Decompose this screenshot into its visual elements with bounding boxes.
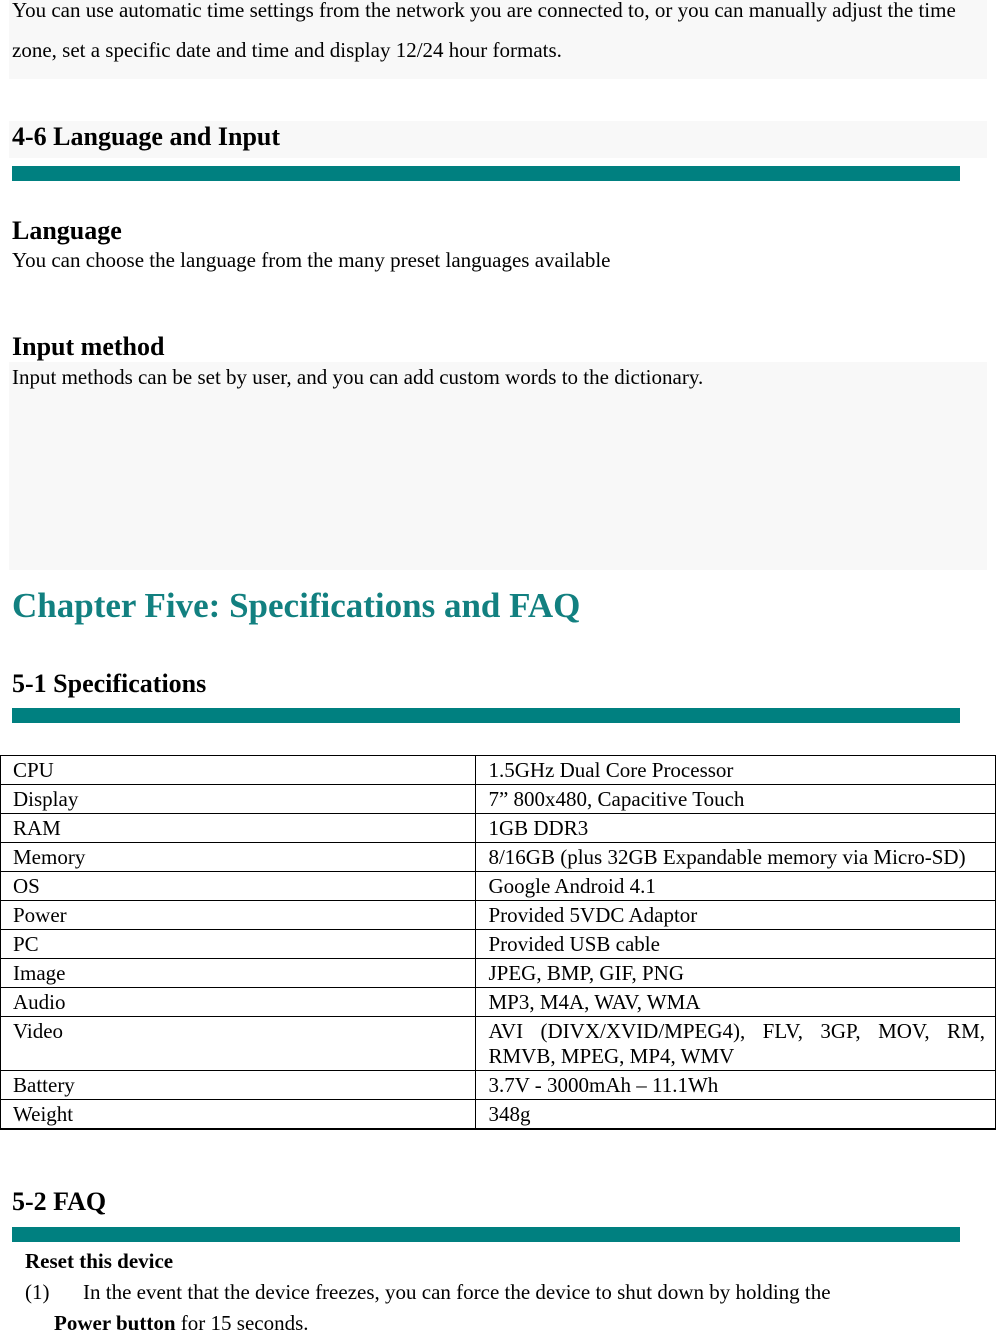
input-method-block <box>9 362 987 570</box>
spec-row <box>1 901 996 930</box>
specifications-table <box>0 755 996 1130</box>
time-paragraph-block <box>9 0 987 79</box>
spec-value: Provided 5VDC Adaptor <box>476 901 996 930</box>
faq-heading: 5-2 FAQ <box>12 1187 107 1216</box>
spec-row <box>1 1100 996 1130</box>
reset-title: Reset this device <box>25 1249 174 1273</box>
spec-label: Display <box>1 785 476 814</box>
spec-label: RAM <box>1 814 476 843</box>
spec-row <box>1 1017 996 1071</box>
spec-label: Power <box>1 901 476 930</box>
spec-value: 1.5GHz Dual Core Processor <box>476 756 996 785</box>
spec-label: PC <box>1 930 476 959</box>
language-title: Language <box>12 216 122 245</box>
spec-label: CPU <box>1 756 476 785</box>
input-method-paragraph: Input methods can be set by user, and you can add custom words to the dictionary. <box>12 365 704 389</box>
specifications-heading: 5-1 Specifications <box>12 669 207 698</box>
input-method-title: Input method <box>12 332 165 361</box>
spec-value: AVI (DIVX/XVID/MPEG4), FLV, 3GP, MOV, RM, RMVB, MPEG, MP4, WMV <box>476 1017 996 1071</box>
spec-value: 7” 800x480, Capacitive Touch <box>476 785 996 814</box>
spec-label: Weight <box>1 1100 476 1130</box>
spec-value: 348g <box>476 1100 996 1130</box>
spec-value: 8/16GB (plus 32GB Expandable memory via Micro-SD) <box>476 843 996 872</box>
spec-label: Image <box>1 959 476 988</box>
spec-label: OS <box>1 872 476 901</box>
spec-row <box>1 988 996 1017</box>
spec-row <box>1 872 996 901</box>
spec-label: Video <box>1 1017 476 1071</box>
spec-row <box>1 785 996 814</box>
spec-row <box>1 756 996 785</box>
section-divider-bar <box>12 1227 960 1242</box>
section-divider-bar <box>12 708 960 723</box>
chapter-title: Chapter Five: Specifications and FAQ <box>12 586 581 625</box>
spec-value: 1GB DDR3 <box>476 814 996 843</box>
spec-value: 3.7V - 3000mAh – 11.1Wh <box>476 1071 996 1100</box>
faq-item-continuation <box>54 1309 309 1337</box>
spec-row <box>1 843 996 872</box>
faq-item-text: In the event that the device freezes, you can force the device to shut down by holding the <box>83 1280 831 1304</box>
spec-value: JPEG, BMP, GIF, PNG <box>476 959 996 988</box>
section-divider-bar <box>12 166 960 181</box>
faq-item-tail: for 15 seconds. <box>180 1311 309 1335</box>
language-input-heading: 4-6 Language and Input <box>12 122 281 151</box>
spec-label: Battery <box>1 1071 476 1100</box>
language-input-heading-block <box>9 121 987 158</box>
language-paragraph: You can choose the language from the many preset languages available <box>12 248 611 272</box>
spec-row <box>1 1071 996 1100</box>
spec-value: MP3, M4A, WAV, WMA <box>476 988 996 1017</box>
spec-value: Provided USB cable <box>476 930 996 959</box>
power-button-label: Power button <box>54 1311 176 1335</box>
spec-row <box>1 814 996 843</box>
spec-row <box>1 959 996 988</box>
spec-label: Memory <box>1 843 476 872</box>
spec-label: Audio <box>1 988 476 1017</box>
time-paragraph: You can use automatic time settings from the network you are connected to, or you can manually adjust the time zone, set a specific date and time and display 12/24 hour formats. <box>12 0 956 62</box>
spec-value: Google Android 4.1 <box>476 872 996 901</box>
faq-item-number: (1) <box>25 1280 50 1304</box>
spec-row <box>1 930 996 959</box>
